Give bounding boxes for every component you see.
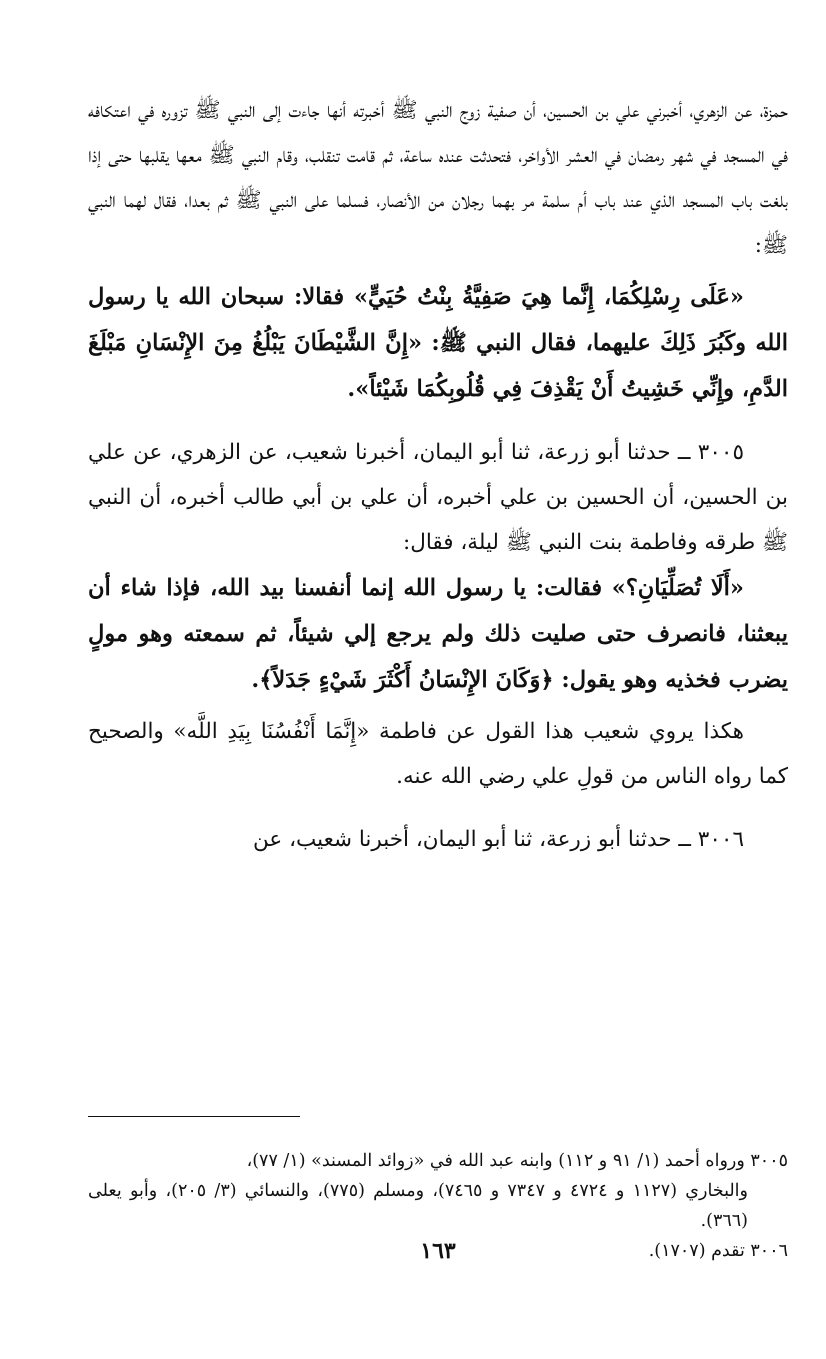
footnote-3005-line2: والبخاري (١١٢٧ و ٤٧٢٤ و ٧٣٤٧ و ٧٤٦٥)، ومسلم (٧٧٥)، والنسائي (٣/ ٢٠٥)، وأبو يعلى (٣٦٦). bbox=[88, 1181, 748, 1231]
footnote-separator bbox=[88, 1116, 300, 1117]
paragraph-hadith-3006: ٣٠٠٦ ــ حدثنا أبو زرعة، ثنا أبو اليمان، أخبرنا شعيب، عن bbox=[253, 827, 744, 852]
paragraph-hadith-intro: حمزة، عن الزهري، أخبرني علي بن الحسين، أن صفية زوج النبي ﷺ أخبرته أنها جاءت إلى النبي ﷺ تزوره في اعتكافه في المسجد في شهر رمضان في العشر الأواخر، فتحدثت عنده ساعة، ثم قامت تنقلب، وقام النبي ﷺ معها يقلبها حتى إذا بلغت باب المسجد الذي عند باب أم سلمة مر بهما رجلان من الأنصار، فسلما على النبي ﷺ ثم بعدا، فقال لهما النبي ﷺ: bbox=[88, 98, 788, 258]
book-page bbox=[88, 88, 788, 1338]
paragraph-hadith-3005-quote: «أَلَا تُصَلِّيَانِ؟» فقالت: يا رسول الله إنما أنفسنا بيد الله، فإذا شاء أن يبعثنا، فانصرف حتى صليت ذلك ولم يرجع إلي شيئاً، ثم سمعته وهو مولٍ يضرب فخذيه وهو يقول: ﴿وَكَانَ الإِنْسَانُ أَكْثَرَ شَيْءٍ جَدَلاً﴾. bbox=[88, 575, 788, 693]
paragraph-commentary: هكذا يروي شعيب هذا القول عن فاطمة «إِنَّمَا أَنْفُسُنَا بِيَدِ اللَّه» والصحيح كما رواه الناس من قولِ علي رضي الله عنه. bbox=[88, 719, 788, 789]
paragraph-prophet-quote: «عَلَى رِسْلِكُمَا، إِنَّما هِيَ صَفِيَّةُ بِنْتُ حُيَيٍّ» فقالا: سبحان الله يا رسول الله وكَبُرَ ذَلِكَ عليهما، فقال النبي ﷺ: «إِنَّ الشَّيْطَانَ يَبْلُغُ مِنَ الإِنْسَانِ مَبْلَغَ الدَّمِ، وإِنِّي خَشِيتُ أَنْ يَقْذِفَ فِي قُلُوبِكُمَا شَيْئاً». bbox=[88, 284, 788, 402]
footnote-3006: ٣٠٠٦ تقدم (١٧٠٧). bbox=[648, 1241, 788, 1261]
paragraph-hadith-3005: ٣٠٠٥ ــ حدثنا أبو زرعة، ثنا أبو اليمان، أخبرنا شعيب، عن الزهري، عن علي بن الحسين، أن الحسين بن علي أخبره، أن علي بن أبي طالب أخبره، أن النبي ﷺ طرقه وفاطمة بنت النبي ﷺ ليلة، فقال: bbox=[88, 440, 788, 555]
footnote-3005-line1: ٣٠٠٥ ورواه أحمد (١/ ٩١ و ١١٢) وابنه عبد الله في «زوائد المسند» (١/ ٧٧)، bbox=[246, 1151, 788, 1171]
page-number: ١٦٣ bbox=[420, 1238, 456, 1264]
